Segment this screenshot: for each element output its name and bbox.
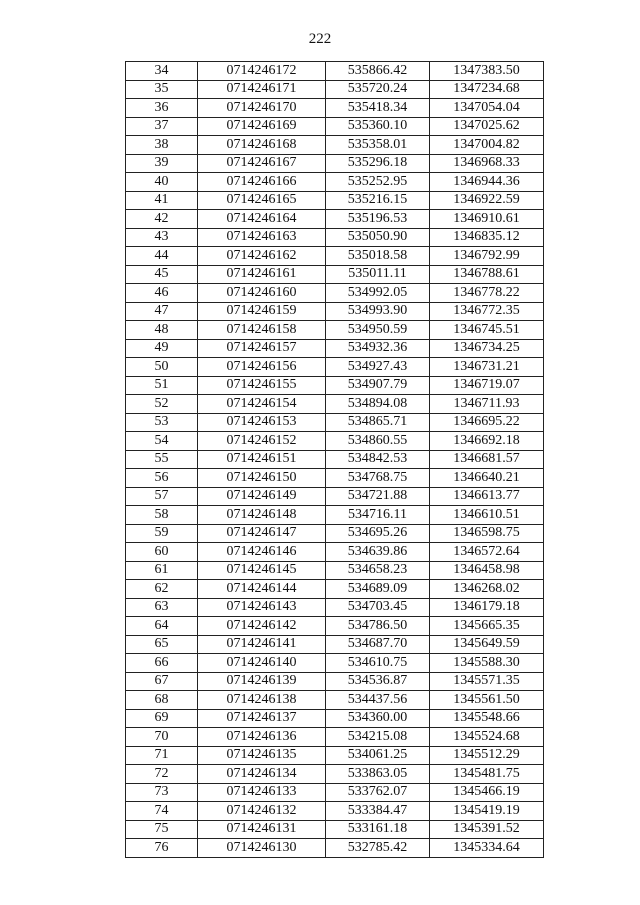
- row-number-cell: 71: [126, 746, 198, 765]
- point-id-cell: 0714246153: [198, 413, 326, 432]
- x-coordinate-cell: 534703.45: [326, 598, 430, 617]
- row-number-cell: 68: [126, 691, 198, 710]
- point-id-cell: 0714246161: [198, 265, 326, 284]
- x-coordinate-cell: 534215.08: [326, 728, 430, 747]
- table-row: [126, 136, 544, 155]
- point-id-cell: 0714246152: [198, 432, 326, 451]
- point-id-cell: 0714246156: [198, 358, 326, 377]
- table-row: [126, 765, 544, 784]
- row-number-cell: 56: [126, 469, 198, 488]
- table-row: [126, 284, 544, 303]
- row-number-cell: 35: [126, 80, 198, 99]
- x-coordinate-cell: 534768.75: [326, 469, 430, 488]
- row-number-cell: 45: [126, 265, 198, 284]
- x-coordinate-cell: 532785.42: [326, 839, 430, 858]
- y-coordinate-cell: 1346772.35: [430, 302, 544, 321]
- y-coordinate-cell: 1346788.61: [430, 265, 544, 284]
- point-id-cell: 0714246138: [198, 691, 326, 710]
- row-number-cell: 42: [126, 210, 198, 229]
- x-coordinate-cell: 535216.15: [326, 191, 430, 210]
- x-coordinate-cell: 533384.47: [326, 802, 430, 821]
- y-coordinate-cell: 1345419.19: [430, 802, 544, 821]
- table-row: [126, 487, 544, 506]
- y-coordinate-cell: 1345561.50: [430, 691, 544, 710]
- table-row: [126, 617, 544, 636]
- x-coordinate-cell: 534716.11: [326, 506, 430, 525]
- row-number-cell: 66: [126, 654, 198, 673]
- row-number-cell: 73: [126, 783, 198, 802]
- table-row: [126, 820, 544, 839]
- row-number-cell: 55: [126, 450, 198, 469]
- table-row: [126, 339, 544, 358]
- table-row: [126, 543, 544, 562]
- point-id-cell: 0714246154: [198, 395, 326, 414]
- table-row: [126, 691, 544, 710]
- point-id-cell: 0714246151: [198, 450, 326, 469]
- x-coordinate-cell: 533161.18: [326, 820, 430, 839]
- coordinates-table-body: [126, 62, 544, 858]
- point-id-cell: 0714246134: [198, 765, 326, 784]
- x-coordinate-cell: 534993.90: [326, 302, 430, 321]
- y-coordinate-cell: 1346719.07: [430, 376, 544, 395]
- y-coordinate-cell: 1345548.66: [430, 709, 544, 728]
- point-id-cell: 0714246164: [198, 210, 326, 229]
- row-number-cell: 70: [126, 728, 198, 747]
- table-row: [126, 247, 544, 266]
- table-row: [126, 265, 544, 284]
- point-id-cell: 0714246167: [198, 154, 326, 173]
- point-id-cell: 0714246147: [198, 524, 326, 543]
- point-id-cell: 0714246162: [198, 247, 326, 266]
- y-coordinate-cell: 1347025.62: [430, 117, 544, 136]
- row-number-cell: 38: [126, 136, 198, 155]
- y-coordinate-cell: 1346610.51: [430, 506, 544, 525]
- point-id-cell: 0714246160: [198, 284, 326, 303]
- point-id-cell: 0714246145: [198, 561, 326, 580]
- table-row: [126, 413, 544, 432]
- row-number-cell: 53: [126, 413, 198, 432]
- x-coordinate-cell: 535358.01: [326, 136, 430, 155]
- row-number-cell: 40: [126, 173, 198, 192]
- y-coordinate-cell: 1345481.75: [430, 765, 544, 784]
- row-number-cell: 54: [126, 432, 198, 451]
- table-row: [126, 80, 544, 99]
- point-id-cell: 0714246163: [198, 228, 326, 247]
- row-number-cell: 59: [126, 524, 198, 543]
- table-row: [126, 580, 544, 599]
- table-row: [126, 173, 544, 192]
- point-id-cell: 0714246158: [198, 321, 326, 340]
- y-coordinate-cell: 1345571.35: [430, 672, 544, 691]
- row-number-cell: 37: [126, 117, 198, 136]
- x-coordinate-cell: 534932.36: [326, 339, 430, 358]
- x-coordinate-cell: 534894.08: [326, 395, 430, 414]
- point-id-cell: 0714246131: [198, 820, 326, 839]
- x-coordinate-cell: 535196.53: [326, 210, 430, 229]
- point-id-cell: 0714246133: [198, 783, 326, 802]
- row-number-cell: 61: [126, 561, 198, 580]
- y-coordinate-cell: 1346968.33: [430, 154, 544, 173]
- point-id-cell: 0714246140: [198, 654, 326, 673]
- point-id-cell: 0714246149: [198, 487, 326, 506]
- row-number-cell: 76: [126, 839, 198, 858]
- point-id-cell: 0714246159: [198, 302, 326, 321]
- point-id-cell: 0714246148: [198, 506, 326, 525]
- table-row: [126, 469, 544, 488]
- x-coordinate-cell: 535360.10: [326, 117, 430, 136]
- y-coordinate-cell: 1346731.21: [430, 358, 544, 377]
- row-number-cell: 52: [126, 395, 198, 414]
- row-number-cell: 36: [126, 99, 198, 118]
- y-coordinate-cell: 1347004.82: [430, 136, 544, 155]
- x-coordinate-cell: 534061.25: [326, 746, 430, 765]
- table-row: [126, 839, 544, 858]
- y-coordinate-cell: 1346835.12: [430, 228, 544, 247]
- table-row: [126, 635, 544, 654]
- point-id-cell: 0714246130: [198, 839, 326, 858]
- x-coordinate-cell: 535011.11: [326, 265, 430, 284]
- y-coordinate-cell: 1345665.35: [430, 617, 544, 636]
- table-row: [126, 210, 544, 229]
- x-coordinate-cell: 534907.79: [326, 376, 430, 395]
- table-row: [126, 709, 544, 728]
- y-coordinate-cell: 1345466.19: [430, 783, 544, 802]
- x-coordinate-cell: 534842.53: [326, 450, 430, 469]
- y-coordinate-cell: 1346692.18: [430, 432, 544, 451]
- table-row: [126, 302, 544, 321]
- point-id-cell: 0714246136: [198, 728, 326, 747]
- table-row: [126, 561, 544, 580]
- x-coordinate-cell: 534992.05: [326, 284, 430, 303]
- point-id-cell: 0714246172: [198, 62, 326, 81]
- point-id-cell: 0714246166: [198, 173, 326, 192]
- row-number-cell: 58: [126, 506, 198, 525]
- y-coordinate-cell: 1345524.68: [430, 728, 544, 747]
- y-coordinate-cell: 1346711.93: [430, 395, 544, 414]
- point-id-cell: 0714246144: [198, 580, 326, 599]
- row-number-cell: 34: [126, 62, 198, 81]
- coordinates-table: [125, 61, 544, 858]
- y-coordinate-cell: 1346681.57: [430, 450, 544, 469]
- table-row: [126, 395, 544, 414]
- row-number-cell: 51: [126, 376, 198, 395]
- x-coordinate-cell: 534695.26: [326, 524, 430, 543]
- x-coordinate-cell: 533863.05: [326, 765, 430, 784]
- y-coordinate-cell: 1346922.59: [430, 191, 544, 210]
- row-number-cell: 41: [126, 191, 198, 210]
- x-coordinate-cell: 534658.23: [326, 561, 430, 580]
- table-row: [126, 99, 544, 118]
- point-id-cell: 0714246150: [198, 469, 326, 488]
- x-coordinate-cell: 534860.55: [326, 432, 430, 451]
- y-coordinate-cell: 1346695.22: [430, 413, 544, 432]
- row-number-cell: 47: [126, 302, 198, 321]
- x-coordinate-cell: 535296.18: [326, 154, 430, 173]
- row-number-cell: 60: [126, 543, 198, 562]
- y-coordinate-cell: 1346598.75: [430, 524, 544, 543]
- row-number-cell: 49: [126, 339, 198, 358]
- table-row: [126, 376, 544, 395]
- y-coordinate-cell: 1346778.22: [430, 284, 544, 303]
- page-number: 222: [308, 31, 332, 47]
- row-number-cell: 65: [126, 635, 198, 654]
- y-coordinate-cell: 1346910.61: [430, 210, 544, 229]
- y-coordinate-cell: 1346792.99: [430, 247, 544, 266]
- row-number-cell: 46: [126, 284, 198, 303]
- row-number-cell: 50: [126, 358, 198, 377]
- x-coordinate-cell: 534786.50: [326, 617, 430, 636]
- row-number-cell: 62: [126, 580, 198, 599]
- x-coordinate-cell: 535720.24: [326, 80, 430, 99]
- x-coordinate-cell: 535018.58: [326, 247, 430, 266]
- x-coordinate-cell: 534536.87: [326, 672, 430, 691]
- table-row: [126, 506, 544, 525]
- point-id-cell: 0714246135: [198, 746, 326, 765]
- row-number-cell: 64: [126, 617, 198, 636]
- y-coordinate-cell: 1347054.04: [430, 99, 544, 118]
- y-coordinate-cell: 1345334.64: [430, 839, 544, 858]
- x-coordinate-cell: 534950.59: [326, 321, 430, 340]
- x-coordinate-cell: 534927.43: [326, 358, 430, 377]
- y-coordinate-cell: 1346613.77: [430, 487, 544, 506]
- table-row: [126, 783, 544, 802]
- table-row: [126, 672, 544, 691]
- point-id-cell: 0714246139: [198, 672, 326, 691]
- row-number-cell: 75: [126, 820, 198, 839]
- table-row: [126, 321, 544, 340]
- y-coordinate-cell: 1345588.30: [430, 654, 544, 673]
- y-coordinate-cell: 1346458.98: [430, 561, 544, 580]
- x-coordinate-cell: 534360.00: [326, 709, 430, 728]
- table-row: [126, 746, 544, 765]
- y-coordinate-cell: 1346734.25: [430, 339, 544, 358]
- point-id-cell: 0714246143: [198, 598, 326, 617]
- row-number-cell: 67: [126, 672, 198, 691]
- x-coordinate-cell: 535050.90: [326, 228, 430, 247]
- table-row: [126, 524, 544, 543]
- y-coordinate-cell: 1346179.18: [430, 598, 544, 617]
- table-row: [126, 358, 544, 377]
- point-id-cell: 0714246142: [198, 617, 326, 636]
- x-coordinate-cell: 534689.09: [326, 580, 430, 599]
- row-number-cell: 44: [126, 247, 198, 266]
- y-coordinate-cell: 1346944.36: [430, 173, 544, 192]
- table-row: [126, 450, 544, 469]
- y-coordinate-cell: 1345512.29: [430, 746, 544, 765]
- point-id-cell: 0714246137: [198, 709, 326, 728]
- point-id-cell: 0714246132: [198, 802, 326, 821]
- y-coordinate-cell: 1346745.51: [430, 321, 544, 340]
- x-coordinate-cell: 534687.70: [326, 635, 430, 654]
- table-row: [126, 62, 544, 81]
- row-number-cell: 69: [126, 709, 198, 728]
- table-row: [126, 191, 544, 210]
- table-row: [126, 154, 544, 173]
- point-id-cell: 0714246169: [198, 117, 326, 136]
- point-id-cell: 0714246157: [198, 339, 326, 358]
- x-coordinate-cell: 534721.88: [326, 487, 430, 506]
- point-id-cell: 0714246146: [198, 543, 326, 562]
- table-row: [126, 228, 544, 247]
- row-number-cell: 74: [126, 802, 198, 821]
- point-id-cell: 0714246168: [198, 136, 326, 155]
- table-row: [126, 598, 544, 617]
- table-row: [126, 117, 544, 136]
- x-coordinate-cell: 533762.07: [326, 783, 430, 802]
- point-id-cell: 0714246165: [198, 191, 326, 210]
- y-coordinate-cell: 1346640.21: [430, 469, 544, 488]
- row-number-cell: 48: [126, 321, 198, 340]
- table-row: [126, 802, 544, 821]
- point-id-cell: 0714246171: [198, 80, 326, 99]
- y-coordinate-cell: 1346268.02: [430, 580, 544, 599]
- row-number-cell: 57: [126, 487, 198, 506]
- row-number-cell: 43: [126, 228, 198, 247]
- row-number-cell: 39: [126, 154, 198, 173]
- x-coordinate-cell: 534437.56: [326, 691, 430, 710]
- table-row: [126, 654, 544, 673]
- point-id-cell: 0714246155: [198, 376, 326, 395]
- x-coordinate-cell: 535252.95: [326, 173, 430, 192]
- y-coordinate-cell: 1346572.64: [430, 543, 544, 562]
- point-id-cell: 0714246141: [198, 635, 326, 654]
- table-row: [126, 728, 544, 747]
- point-id-cell: 0714246170: [198, 99, 326, 118]
- x-coordinate-cell: 535866.42: [326, 62, 430, 81]
- row-number-cell: 72: [126, 765, 198, 784]
- table-row: [126, 432, 544, 451]
- x-coordinate-cell: 534865.71: [326, 413, 430, 432]
- y-coordinate-cell: 1345391.52: [430, 820, 544, 839]
- x-coordinate-cell: 534610.75: [326, 654, 430, 673]
- x-coordinate-cell: 535418.34: [326, 99, 430, 118]
- x-coordinate-cell: 534639.86: [326, 543, 430, 562]
- row-number-cell: 63: [126, 598, 198, 617]
- y-coordinate-cell: 1347234.68: [430, 80, 544, 99]
- y-coordinate-cell: 1347383.50: [430, 62, 544, 81]
- y-coordinate-cell: 1345649.59: [430, 635, 544, 654]
